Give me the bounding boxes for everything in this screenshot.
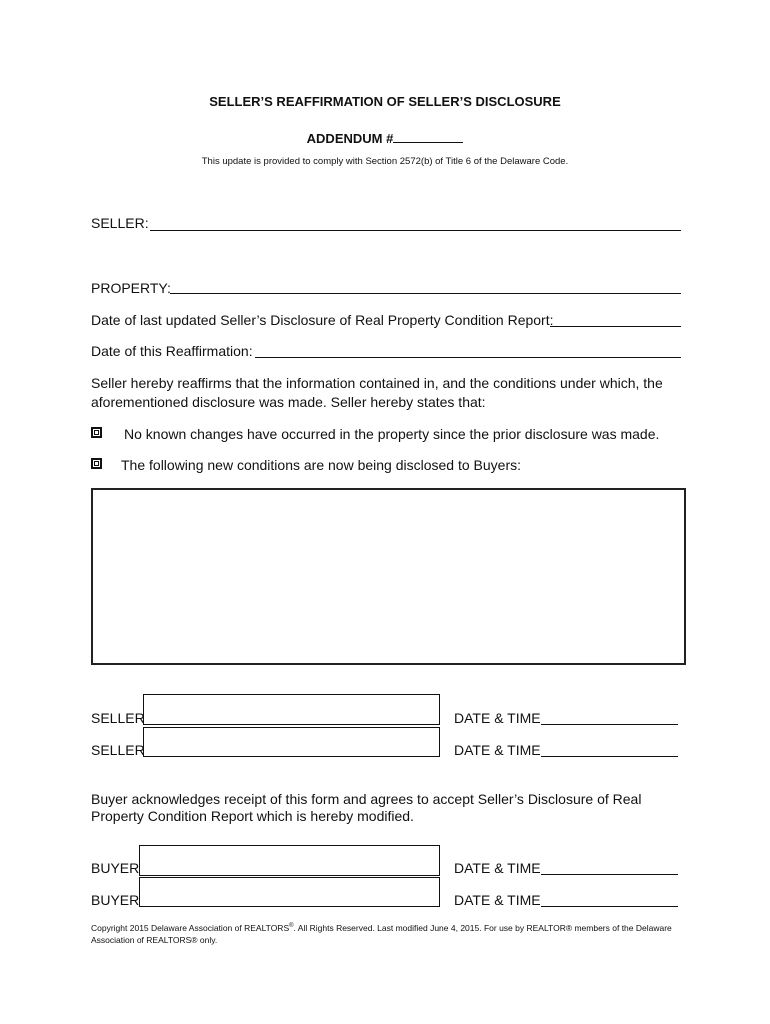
buyer-1-date-label: DATE & TIME (454, 860, 541, 876)
addendum-label: ADDENDUM # (306, 131, 394, 146)
property-label: PROPERTY: (91, 280, 171, 296)
seller-1-signature-field[interactable] (143, 694, 440, 725)
reaffirmation-date-label: Date of this Reaffirmation: (91, 343, 253, 359)
buyer-2-date-line[interactable] (541, 906, 678, 907)
seller-1-date-line[interactable] (541, 724, 678, 725)
addendum-number (0, 128, 770, 146)
buyer-1-label: BUYER (91, 860, 140, 876)
seller-label: SELLER: (91, 215, 149, 231)
copyright-footer (91, 920, 686, 946)
reaffirmation-date-line[interactable] (255, 357, 681, 358)
buyer-2-signature-field[interactable] (139, 877, 440, 907)
buyer-ack-line-1: Buyer acknowledges receipt of this form and agrees to accept Seller’s Disclosure of Real (91, 791, 642, 807)
compliance-note: This update is provided to comply with Section 2572(b) of Title 6 of the Delaware Code. (201, 156, 569, 167)
seller-1-date-label: DATE & TIME (454, 710, 541, 726)
buyer-2-date-label: DATE & TIME (454, 892, 541, 908)
addendum-number-field[interactable] (393, 128, 463, 143)
seller-1-label: SELLER (91, 710, 145, 726)
last-updated-label: Date of last updated Seller’s Disclosure of Real Property Condition Report: (91, 312, 554, 328)
seller-2-date-line[interactable] (541, 756, 678, 757)
statement-line-2: aforementioned disclosure was made. Seller hereby states that: (91, 394, 486, 410)
statement-line-1: Seller hereby reaffirms that the information contained in, and the conditions under which, the (91, 375, 663, 391)
buyer-2-label: BUYER (91, 892, 140, 908)
buyer-2-signature-line (139, 906, 440, 907)
form-title: SELLER’S REAFFIRMATION OF SELLER’S DISCLOSURE (209, 94, 561, 109)
seller-2-signature-field[interactable] (143, 727, 440, 757)
property-field-row (91, 280, 171, 296)
buyer-1-signature-line (139, 875, 440, 876)
seller-name-line[interactable] (150, 230, 681, 231)
registered-mark: ® (289, 923, 294, 929)
no-changes-checkbox[interactable] (91, 427, 102, 438)
buyer-1-date-line[interactable] (541, 874, 678, 875)
seller-2-label: SELLER (91, 742, 145, 758)
new-conditions-label: The following new conditions are now being disclosed to Buyers: (121, 457, 522, 473)
last-updated-date-line[interactable] (550, 326, 681, 327)
property-address-line[interactable] (170, 293, 681, 294)
seller-field-row (91, 215, 149, 231)
new-conditions-textarea[interactable] (91, 488, 686, 665)
copyright-pre: Copyright 2015 Delaware Association of REALTORS (91, 922, 290, 933)
seller-2-signature-line (143, 756, 440, 757)
copyright-line-2: Association of REALTORS® only. (91, 934, 218, 945)
buyer-1-signature-field[interactable] (139, 845, 440, 876)
new-conditions-checkbox[interactable] (91, 458, 102, 469)
seller-1-signature-line (143, 724, 440, 725)
buyer-ack-line-2: Property Condition Report which is hereby modified. (91, 808, 414, 824)
no-changes-label: No known changes have occurred in the property since the prior disclosure was made. (124, 426, 660, 442)
copyright-post: . All Rights Reserved. Last modified June 4, 2015. For use by REALTOR® members of the Delaware (293, 922, 672, 933)
seller-2-date-label: DATE & TIME (454, 742, 541, 758)
